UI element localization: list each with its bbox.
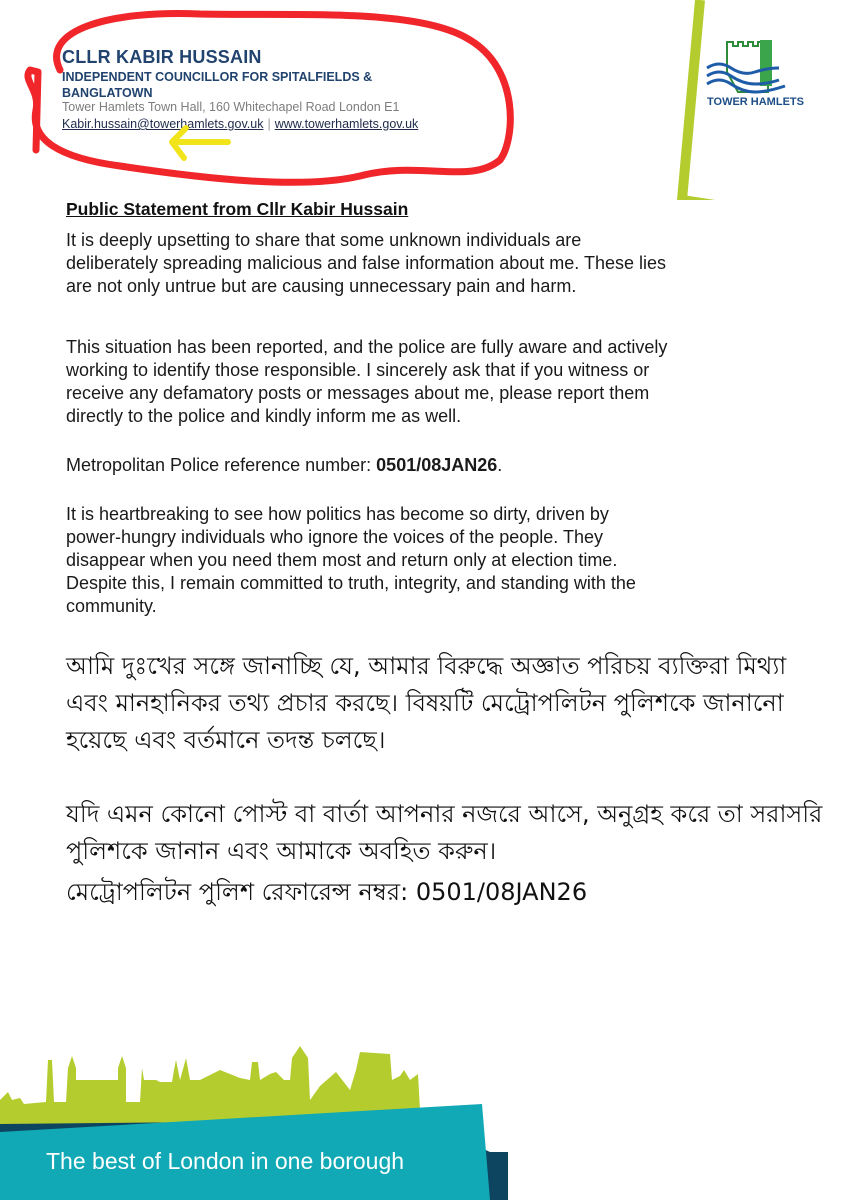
role-line: INDEPENDENT COUNCILLOR FOR SPITALFIELDS & — [62, 70, 373, 84]
text-line: মেট্রোপলিটন পুলিশ রেফারেন্স নম্বর: 0501/08JAN26 — [66, 878, 588, 906]
statement-title: Public Statement from Cllr Kabir Hussain — [66, 199, 409, 219]
bengali-paragraph-2 — [66, 796, 822, 870]
text-line: disappear when you need them most and return only at election time. — [66, 550, 618, 570]
police-reference — [66, 454, 502, 477]
email-link[interactable]: Kabir.hussain@towerhamlets.gov.uk — [62, 117, 264, 131]
text-line: working to identify those responsible. I sincerely ask that if you witness or — [66, 360, 650, 380]
reference-end: . — [497, 455, 503, 475]
text-line: This situation has been reported, and the police are fully aware and actively — [66, 337, 668, 357]
text-line: It is heartbreaking to see how politics has become so dirty, driven by — [66, 504, 609, 524]
councillor-name: CLLR KABIR HUSSAIN — [62, 47, 262, 67]
role-line: BANGLATOWN — [62, 86, 153, 100]
footer-graphic — [0, 1040, 846, 1200]
reference-label: Metropolitan Police reference number: — [66, 455, 377, 475]
paragraph-4 — [66, 503, 636, 618]
footer-tagline: The best of London in one borough — [46, 1148, 405, 1174]
text-line: পুলিশকে জানান এবং আমাকে অবহিত করুন। — [66, 837, 497, 865]
text-line: It is deeply upsetting to share that some unknown individuals are — [66, 230, 582, 250]
text-line: power-hungry individuals who ignore the voices of the people. They — [66, 527, 603, 547]
tower-hamlets-logo-icon — [705, 38, 800, 96]
paragraph-1 — [66, 229, 666, 298]
paragraph-2 — [66, 336, 667, 428]
text-line: Despite this, I remain committed to truth, integrity, and standing with the — [66, 573, 636, 593]
bengali-paragraph-1 — [66, 648, 786, 759]
text-line: receive any defamatory posts or messages about me, please report them — [66, 383, 650, 403]
separator: | — [267, 117, 271, 131]
text-line: deliberately spreading malicious and false information about me. These lies — [66, 253, 667, 273]
text-line: যদি এমন কোনো পোস্ট বা বার্তা আপনার নজরে আসে, অনুগ্রহ করে তা সরাসরি — [66, 800, 823, 828]
yellow-arrow-icon — [172, 128, 228, 158]
text-line: হয়েছে এবং বর্তমানে তদন্ত চলছে। — [66, 726, 386, 754]
website-link[interactable]: www.towerhamlets.gov.uk — [274, 117, 419, 131]
bengali-reference — [66, 874, 587, 911]
red-circle-annotation — [0, 0, 560, 200]
text-line: এবং মানহানিকর তথ্য প্রচার করছে। বিষয়টি মেট্রোপলিটন পুলিশকে জানানো — [66, 689, 784, 717]
text-line: directly to the police and kindly inform me as well. — [66, 406, 462, 426]
text-line: আমি দুঃখের সঙ্গে জানাচ্ছি যে, আমার বিরুদ্ধে অজ্ঞাত পরিচয় ব্যক্তিরা মিথ্যা — [66, 652, 787, 680]
address: Tower Hamlets Town Hall, 160 Whitechapel Road London E1 — [62, 100, 400, 114]
text-line: community. — [66, 596, 157, 616]
text-line: are not only untrue but are causing unnecessary pain and harm. — [66, 276, 577, 296]
reference-number: 0501/08JAN26 — [376, 455, 498, 475]
logo-text: TOWER HAMLETS — [707, 96, 804, 108]
